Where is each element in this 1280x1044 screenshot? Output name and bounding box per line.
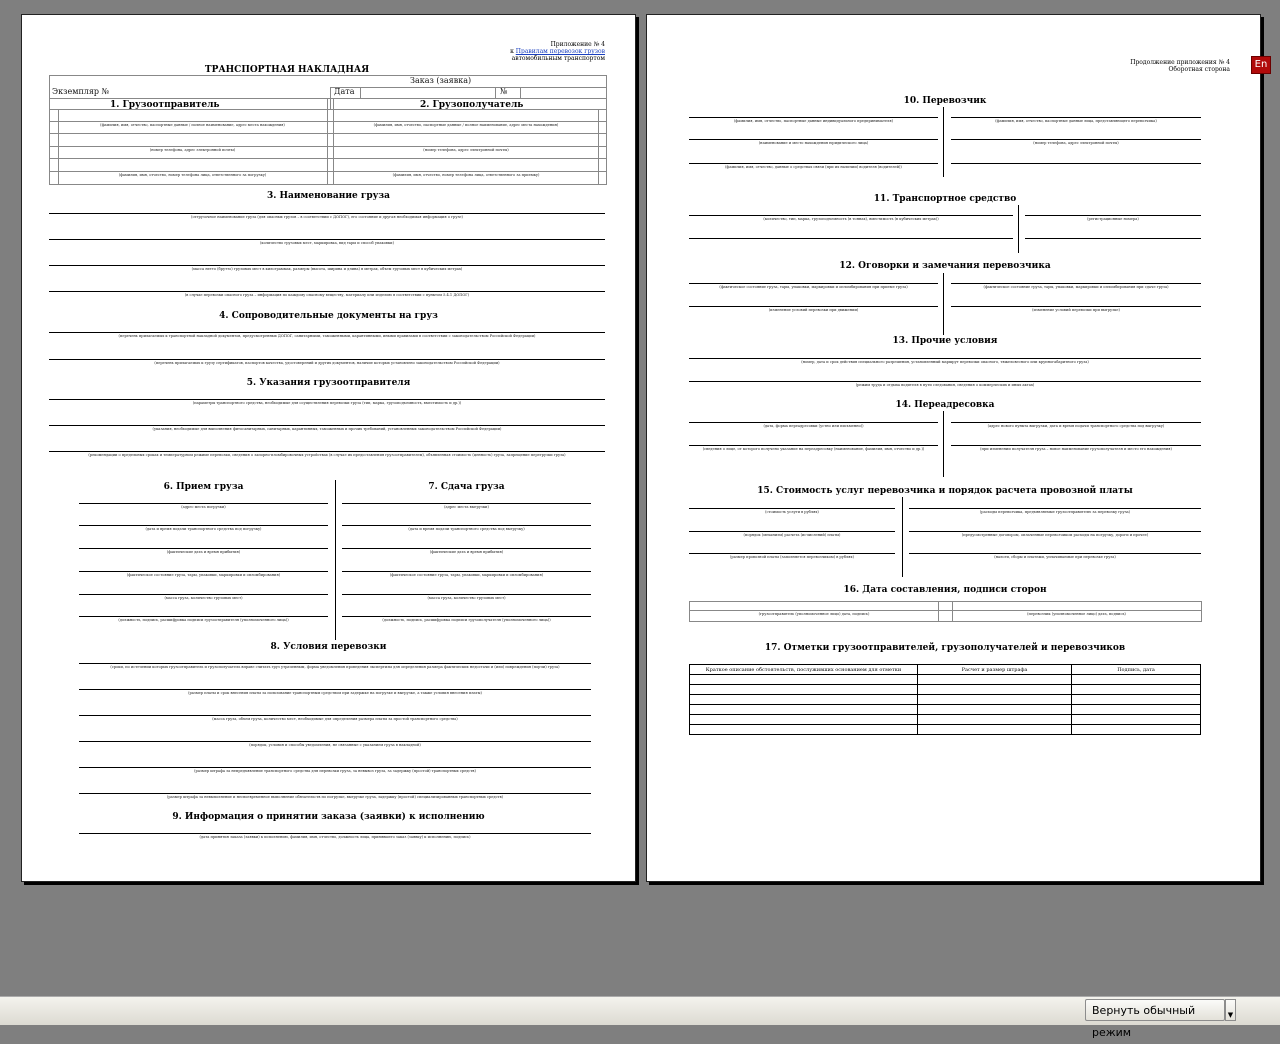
s6-hint: (фактическое состояние груза, тары, упаковки, маркировки и опломбирования) xyxy=(126,573,281,577)
s4-hint: (перечень прилагаемых к грузу сертификатов, паспортов качества, удостоверений и других документов, наличие которых установлено законодательством Российской Федерации) xyxy=(154,361,500,365)
s2-hint: (фамилия, имя, отчество, номер телефона лица, ответственного за приемку) xyxy=(392,173,540,177)
section-2-title: 2. Грузополучатель xyxy=(420,100,524,110)
s14-hint: (при изменении получателя груза – новое наименование грузополучателя и место его нахождения) xyxy=(980,447,1172,451)
s14-hint: (дата, форма переадресовки (устно или письменно)) xyxy=(763,424,864,428)
s14-hint: (адрес нового пункта выгрузки, дата и время подачи транспортного средства под выгрузку) xyxy=(987,424,1165,428)
s3-hint: (количество грузовых мест, маркировка, вид тары и способ упаковки) xyxy=(260,241,394,245)
s7-hint: (фактические дата и время прибытия) xyxy=(429,550,504,554)
signatures-table xyxy=(689,601,1202,622)
s15-hint: (стоимость услуги в рублях) xyxy=(765,510,819,514)
document-page-back xyxy=(646,14,1261,882)
language-indicator[interactable]: En xyxy=(1251,56,1271,74)
table-row xyxy=(690,705,1201,715)
s6-hint: (должность, подпись, расшифровка подписи грузоотправителя (уполномоченного лица)) xyxy=(118,618,289,622)
dropdown-arrow-icon[interactable]: ▼ xyxy=(1225,999,1236,1021)
s15-hint: (расходы перевозчика, предъявляемые грузоотправителю за перевозку груза) xyxy=(979,510,1131,514)
col-header: Расчет и размер штрафа xyxy=(918,665,1072,675)
header-table xyxy=(49,75,607,185)
section-4-title: 4. Сопроводительные документы на груз xyxy=(219,311,438,321)
section-15-title: 15. Стоимость услуг перевозчика и порядок расчета провозной платы xyxy=(757,486,1133,496)
s5-hint: (указания, необходимые для выполнения фитосанитарных, санитарных, карантинных, таможенных и прочих требований, установленных законодательством Российской Федерации) xyxy=(152,427,502,431)
s12-hint: (изменение условий перевозки при выгрузке) xyxy=(1032,308,1120,312)
section-6-title: 6. Прием груза xyxy=(163,482,244,492)
appendix-note: Продолжение приложения № 4 Оборотная сторона xyxy=(1130,59,1230,73)
s7-hint: (масса груза, количество грузовых мест) xyxy=(427,596,506,600)
copy-label: Экземпляр № xyxy=(52,87,110,96)
order-label: Заказ (заявка) xyxy=(410,76,472,85)
table-row xyxy=(690,725,1201,735)
section-14-title: 14. Переадресовка xyxy=(895,400,995,410)
s14-hint: (сведения о лице, от которого получено указание на переадресовку (наименование, фамилия, имя, отчество и др.)) xyxy=(702,447,925,451)
s2-hint: (фамилия, имя, отчество, паспортные данные / полное наименование, адрес места нахождения) xyxy=(373,123,559,127)
s5-hint: (параметры транспортного средства, необходимые для осуществления перевозки груза (тип, марка, грузоподъемность, вместимость и др.)) xyxy=(192,401,462,405)
num-label: № xyxy=(500,87,508,96)
s2-hint: (номер телефона, адрес электронной почты) xyxy=(423,148,509,152)
table-row xyxy=(690,695,1201,705)
s8-hint: (порядок, условия и способы уведомления, не связанные с указанием груза в накладной) xyxy=(249,743,421,747)
s11-hint: (регистрационные номера) xyxy=(1087,217,1139,221)
table-row xyxy=(690,675,1201,685)
s16-hint: (перевозчик (уполномоченное лицо) дата, подпись) xyxy=(1027,612,1126,616)
s1-hint: (фамилия, имя, отчество, паспортные данные / полное наименование, адрес места нахождения) xyxy=(100,123,285,127)
document-page-front xyxy=(21,14,636,882)
rules-link[interactable]: Правилам перевозок грузов xyxy=(515,48,605,55)
s3-hint: (масса нетто (брутто) грузовых мест в килограммах, размеры (высота, ширина и длина) в метрах, объем грузовых мест в кубических метрах) xyxy=(191,267,463,271)
s13-hint: (режим труда и отдыха водителя в пути следования, сведения о коммерческих и иных актах) xyxy=(855,383,1035,387)
col-header: Краткое описание обстоятельств, послуживших основанием для отметки xyxy=(690,665,918,675)
date-label: Дата xyxy=(334,87,355,96)
s15-hint: (порядок (механизм) расчета (исчислений) платы) xyxy=(743,533,841,537)
s10-hint: (фамилия, имя, отчество, паспортные данные лица, представляющего перевозчика) xyxy=(995,119,1157,123)
s10-hint: (наименование и место нахождения юридического лица) xyxy=(758,141,869,145)
s12-hint: (фактическое состояние груза, тары, упаковки, маркировки и опломбирования при приеме груза) xyxy=(719,285,908,289)
s10-hint: (фамилия, имя, отчество, данные о средствах связи (при их наличии) водителя (водителей)) xyxy=(725,165,902,169)
s7-hint: (должность, подпись, расшифровка подписи грузополучателя (уполномоченного лица)) xyxy=(382,618,551,622)
section-10-title: 10. Перевозчик xyxy=(903,96,987,106)
page-title: ТРАНСПОРТНАЯ НАКЛАДНАЯ xyxy=(204,65,370,75)
section-9-title: 9. Информация о принятии заказа (заявки) к исполнению xyxy=(172,812,485,822)
marks-table xyxy=(689,664,1201,735)
s1-hint: (номер телефона, адрес электронной почты) xyxy=(149,148,236,152)
s13-hint: (номер, дата и срок действия специального разрешения, установленный маршрут перевозки опасного, тяжеловесного или крупногабаритного груза) xyxy=(801,360,1089,364)
section-16-title: 16. Дата составления, подписи сторон xyxy=(843,585,1047,595)
table-row xyxy=(690,715,1201,725)
s8-hint: (размер штрафа за невыполнение и несвоевременное выполнение обязательств по погрузке, выгрузке груза, задержку (простой) специализированных транспортных средств) xyxy=(166,795,504,799)
s7-hint: (адрес места выгрузки) xyxy=(444,505,489,509)
s3-hint: (в случае перевозки опасного груза – информация по каждому опасному веществу, материалу или изделию в соответствии с пунктом 5.4.1 ДОПОГ) xyxy=(184,293,470,297)
section-17-title: 17. Отметки грузоотправителей, грузополучателей и перевозчиков xyxy=(764,643,1126,653)
section-3-title: 3. Наименование груза xyxy=(266,191,391,201)
s8-hint: (масса груза, объем груза, количество мест, необходимые для определения размера платы за простой транспортного средства) xyxy=(212,717,458,721)
section-12-title: 12. Оговорки и замечания перевозчика xyxy=(839,261,1051,271)
table-row xyxy=(690,685,1201,695)
s15-hint: (размер провозной платы (заполняется перевозчиком) в рублях) xyxy=(730,555,854,559)
section-5-title: 5. Указания грузоотправителя xyxy=(246,378,411,388)
restore-normal-mode-button[interactable]: Вернуть обычный режим xyxy=(1085,999,1225,1021)
section-11-title: 11. Транспортное средство xyxy=(873,194,1017,204)
section-13-title: 13. Прочие условия xyxy=(892,336,998,346)
s10-hint: (номер телефона, адрес электронной почты) xyxy=(1033,141,1119,145)
s8-hint: (размер штрафа за непредъявление транспортного средства для перевозки груза, за невывоз груза, за задержку (простой) транспортных средств) xyxy=(194,769,476,773)
s8-hint: (размер платы и срок внесения платы за пользование транспортным средством при задержке на погрузке и выгрузке, а также условия внесения платы) xyxy=(188,691,482,695)
appendix-note: Приложение № 4 к Правилам перевозок грузов автомобильным транспортом xyxy=(510,41,605,62)
s11-hint: (количество, тип, марка, грузоподъемность (в тоннах), вместимость (в кубических метрах)) xyxy=(763,217,939,221)
section-1-title: 1. Грузоотправитель xyxy=(110,100,220,110)
s12-hint: (фактическое состояние груза, тары, упаковки, маркировки и опломбирования при сдаче груза) xyxy=(983,285,1169,289)
s4-hint: (перечень прилагаемых к транспортной накладной документов, предусмотренных ДОПОГ, санитарными, таможенными, карантинными, иными правилами в соответствии с законодательством Российской Федерации) xyxy=(118,334,536,338)
s12-hint: (изменение условий перевозки при движении) xyxy=(768,308,859,312)
s6-hint: (адрес места погрузки) xyxy=(181,505,226,509)
s9-hint: (дата принятия заказа (заявки) к исполнению, фамилия, имя, отчество, должность лица, принявшего заказ (заявку) к исполнению, подпись) xyxy=(199,835,471,839)
s7-hint: (дата и время подачи транспортного средства под выгрузку) xyxy=(408,527,525,531)
s1-hint: (фамилия, имя, отчество, номер телефона лица, ответственного за погрузку) xyxy=(118,173,267,177)
section-7-title: 7. Сдача груза xyxy=(428,482,505,492)
s15-hint: (предусмотренные договором, оплаченные перевозчиком расходы на погрузку, дороги и прочее) xyxy=(961,533,1149,537)
s7-hint: (фактическое состояние груза, тары, упаковки, маркировки и опломбирования) xyxy=(389,573,544,577)
s6-hint: (фактические дата и время прибытия) xyxy=(166,550,241,554)
s6-hint: (дата и время подачи транспортного средства под погрузку) xyxy=(145,527,262,531)
s16-hint: (грузоотправитель (уполномоченное лицо) дата, подпись) xyxy=(758,612,870,616)
s15-hint: (налоги, сборы и платежи, уплачиваемые при перевозке груза) xyxy=(994,555,1116,559)
s8-hint: (сроки, по истечении которых грузоотправитель и грузополучатель вправе считать груз утраченным, форма уведомления проведения экспертизы для определения размера фактических недостачи и (или) повреждения (порчи) груза) xyxy=(110,665,560,669)
s3-hint: (отгрузочное наименование груза (для опасных грузов – в соответствии с ДОПОГ), его состояние и другая необходимая информация о грузе) xyxy=(191,215,463,219)
section-8-title: 8. Условия перевозки xyxy=(270,642,387,652)
s6-hint: (масса груза, количество грузовых мест) xyxy=(164,596,243,600)
col-header: Подпись, дата xyxy=(1072,665,1201,675)
s10-hint: (фамилия, имя, отчество, паспортные данные индивидуального предпринимателя) xyxy=(733,119,894,123)
s5-hint: (рекомендации о предельных сроках и температурном режиме перевозки, сведения о запорно-пломбировочных устройствах (в случае их предоставления грузоотправителем), объявленная стоимость (ценность) груза, запрещение перегрузки груза) xyxy=(88,453,566,457)
